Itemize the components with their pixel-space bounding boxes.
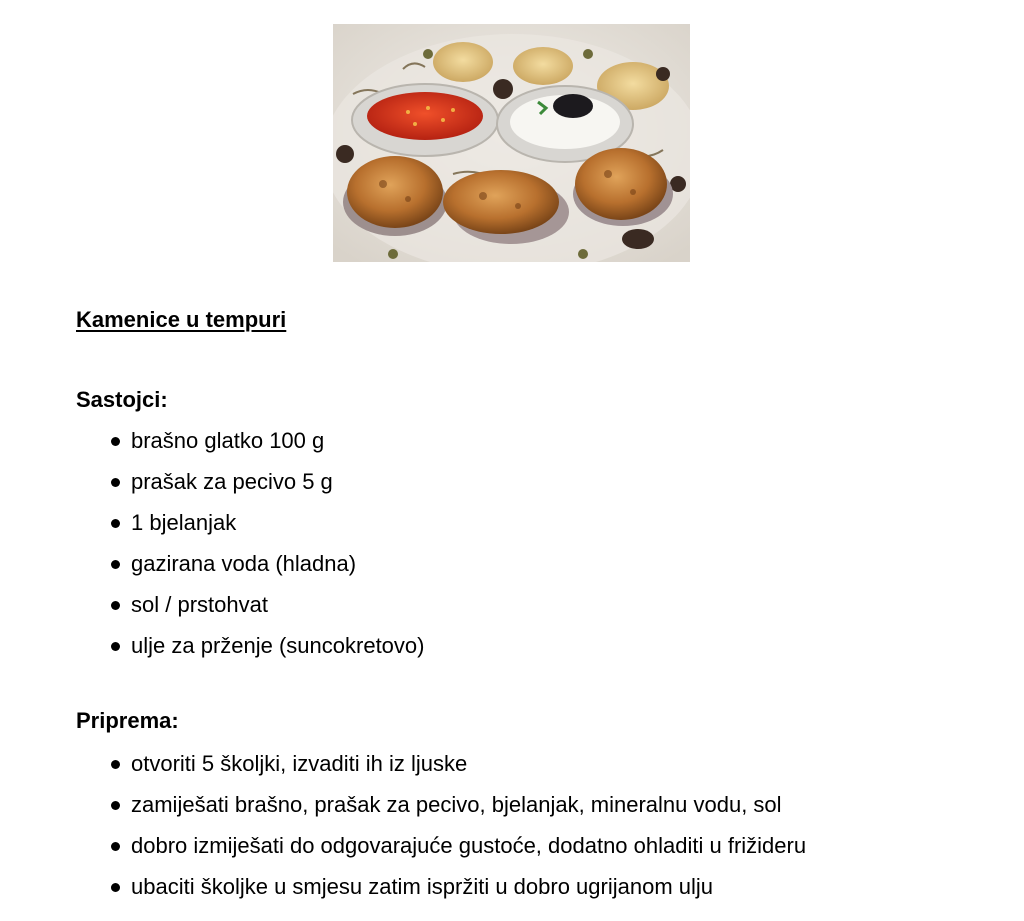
bullet-icon xyxy=(111,560,120,569)
list-item xyxy=(107,830,806,871)
preparation-steps-list xyxy=(107,748,806,912)
bullet-icon xyxy=(111,642,120,651)
list-item xyxy=(107,507,424,548)
step-text: zamiješati brašno, prašak za pecivo, bjelanjak, mineralnu vodu, sol xyxy=(131,792,782,817)
list-item xyxy=(107,589,424,630)
recipe-photo xyxy=(333,24,690,262)
ingredient-text: prašak za pecivo 5 g xyxy=(131,469,333,494)
list-item xyxy=(107,871,806,912)
list-item xyxy=(107,789,806,830)
preparation-heading: Priprema: xyxy=(76,708,179,733)
bullet-icon xyxy=(111,601,120,610)
list-item xyxy=(107,466,424,507)
bullet-icon xyxy=(111,842,120,851)
list-item xyxy=(107,748,806,789)
bullet-icon xyxy=(111,519,120,528)
list-item xyxy=(107,425,424,466)
bullet-icon xyxy=(111,437,120,446)
ingredient-text: ulje za prženje (suncokretovo) xyxy=(131,633,425,658)
bullet-icon xyxy=(111,478,120,487)
list-item xyxy=(107,548,424,589)
step-text: dobro izmiješati do odgovarajuće gustoće, dodatno ohladiti u frižideru xyxy=(131,833,807,858)
list-item xyxy=(107,630,424,671)
ingredients-heading: Sastojci: xyxy=(76,387,168,412)
ingredients-list xyxy=(107,425,424,671)
step-text: ubaciti školjke u smjesu zatim ispržiti u dobro ugrijanom ulju xyxy=(131,874,714,899)
ingredient-text: brašno glatko 100 g xyxy=(131,428,325,453)
recipe-title: Kamenice u tempuri xyxy=(76,307,287,332)
ingredient-text: gazirana voda (hladna) xyxy=(131,551,357,576)
bullet-icon xyxy=(111,760,120,769)
step-text: otvoriti 5 školjki, izvaditi ih iz ljuske xyxy=(131,751,468,776)
ingredient-text: sol / prstohvat xyxy=(131,592,268,617)
ingredient-text: 1 bjelanjak xyxy=(131,510,237,535)
bullet-icon xyxy=(111,883,120,892)
bullet-icon xyxy=(111,801,120,810)
